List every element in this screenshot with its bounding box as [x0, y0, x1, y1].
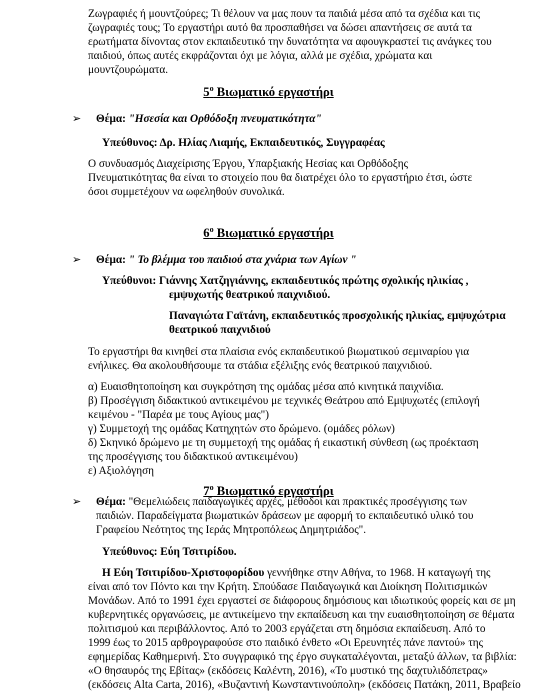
workshop-7-bio-1: Η Εύη Τσιτιρίδου-Χριστοφορίδου γεννήθηκε στην Αθήνα, το 1968. Η καταγωγή της — [102, 567, 491, 579]
workshop-7-heading: $7^o$ Βιωματικό εργαστήρι — [203, 483, 334, 499]
workshop-6-desc-2: ενήλικες. Θα ακολουθήσουμε τα στάδια εξέλιξης ενός θεατρικού παιχνιδιού. — [88, 360, 433, 372]
workshop-6-step-c: γ) Συμμετοχή της ομάδας Κατηχητών στο δρώμενο. (ομάδες ρόλων) — [88, 423, 395, 435]
workshop-5-desc-3: όσοι συμμετέχουν να ωφεληθούν συνολικά. — [88, 186, 285, 198]
workshop-7-bio-6: 1999 έως το 2015 αρθρογραφούσε στο παιδικό ένθετο «Οι Ερευνητές πάνε παντού» της — [88, 637, 484, 649]
workshop-6-step-d-cont: της προσέγγισης του διδακτικού αντικειμένου) — [88, 451, 298, 463]
workshop-7-theme-2: παιδιών. Παραδείγματα βιωματικών δράσεων με αφορμή το εκπαιδευτικό υλικό του — [96, 510, 474, 522]
workshop-5-responsible: Υπεύθυνος: Δρ. Ηλίας Λιαμής, Εκπαιδευτικός, Συγγραφέας — [102, 137, 385, 149]
workshop-6-step-b: β) Προσέγγιση διδακτικού αντικειμένου με τεχνικές Θεάτρου από Εμψυχωτές (επιλογή — [88, 395, 480, 407]
workshop-6-responsible-2: Παναγιώτα Γαϊτάνη, εκπαιδευτικός προσχολικής ηλικίας, εμψυχώτρια — [169, 310, 506, 322]
intro-line-3: ερωτήματα δίνοντας στον εκπαιδευτικό την δυνατότητα να αφουγκραστεί τις ανάγκες του — [88, 36, 492, 48]
workshop-5-heading: $5^o$ Βιωματικό εργαστήρι — [203, 84, 334, 100]
intro-line-2: ζωγραφιές τους; Το εργαστήρι αυτό θα προσπαθήσει να δώσει απαντήσεις σε αυτά τα — [88, 22, 472, 34]
workshop-5-desc-1: Ο συνδυασμός Διαχείρισης Έργου, Υπαρξιακής Ηεσίας και Ορθόδοξης — [88, 158, 409, 170]
workshop-6-desc-1: Το εργαστήρι θα κινηθεί στα πλαίσια ενός εκπαιδευτικού βιωματικού σεμιναρίου για — [88, 346, 470, 358]
workshop-7-bio-5: πολιτισμού και περιβάλλοντος. Από το 2003 εργάζεται στη δημόσια εκπαίδευση. Από το — [88, 623, 486, 635]
intro-line-4: παιδιού, όπως αυτές εκφράζονται όχι με λόγια, αλλά με σχέδια, χρώματα και — [88, 50, 433, 62]
workshop-7-responsible: Υπεύθυνος: Εύη Τσιτιρίδου. — [102, 546, 237, 558]
workshop-6-step-b-cont: κειμένου - "Παρέα με τους Αγίους μας") — [88, 409, 269, 421]
workshop-7-bio-7: εφημερίδας Καθημερινή. Στο συγγραφικό της έργο συγκαταλέγονται, μεταξύ άλλων, τα βιβλία: — [88, 651, 517, 663]
workshop-6-step-d: δ) Σκηνικό δρώμενο με τη συμμετοχή της ομάδας ή εικαστική σύνθεση (ως προέκταση — [88, 437, 479, 449]
workshop-5-desc-2: Πνευματικότητας θα είναι το στοιχείο που θα διατρέχει όλο το εργαστήριο έτσι, ώστε — [88, 172, 473, 184]
workshop-7-bio-9: (εκδόσεις Alta Carta, 2016), «Βυζαντινή Κωνσταντινούπολη» (εκδόσεις Πατάκη, 2011, Βραβείο — [88, 679, 521, 691]
intro-line-1: Ζωγραφιές ή μουντζούρες; Τι θέλουν να μας πουν τα παιδιά μέσα από τα σχέδια και τις — [88, 8, 481, 20]
workshop-7-theme-1: Θέμα: "Θεμελιώδεις παιδαγωγικές αρχές, μέθοδοι και πρακτικές προσέγγισης των — [96, 496, 467, 508]
workshop-7-bio-3: Μονάδων. Από το 1991 έχει εργαστεί σε διάφορους δημόσιους και ιδιωτικούς φορείς και σε μη — [88, 595, 516, 607]
workshop-7-theme-3: Γραφείου Νεότητος της Ιεράς Μητροπόλεως Δημητριάδος". — [96, 524, 367, 536]
workshop-7-bio-4: κυβερνητικές οργανώσεις, με αντικείμενο την εκπαίδευση και την ευαισθητοποίηση σε θέματα — [88, 609, 515, 621]
arrow-bullet-icon: ➢ — [72, 496, 82, 508]
workshop-7-bio-2: είναι από τον Πόντο και την Κρήτη. Σπούδασε Παιδαγωγικά και Διοίκηση Πολιτισμικών — [88, 581, 488, 593]
workshop-6-responsible-2b: θεατρικού παιχνιδιού — [169, 324, 271, 336]
workshop-7-bio-8: «Ο θησαυρός της Εβίτας» (εκδόσεις Καλέντη, 2016), «Το μυστικό της δαχτυλιδόπετρας» — [88, 665, 488, 677]
intro-line-5: μουντζουρώματα. — [88, 64, 168, 76]
workshop-6-step-e: ε) Αξιολόγηση — [88, 465, 154, 477]
workshop-6-heading: $6^o$ Βιωματικό εργαστήρι — [203, 225, 334, 241]
workshop-5-theme: Θέμα: "Ησεσία και Ορθόδοξη πνευματικότητα" — [96, 113, 322, 125]
workshop-6-responsible-1: Υπεύθυνοι: Γιάννης Χατζηγιάννης, εκπαιδευτικός πρώτης σχολικής ηλικίας , — [102, 275, 469, 287]
workshop-6-theme: Θέμα: " Το βλέμμα του παιδιού στα χνάρια των Αγίων " — [96, 254, 357, 266]
workshop-6-responsible-1b: εμψυχωτής θεατρικού παιχνιδιού. — [169, 289, 331, 301]
arrow-bullet-icon: ➢ — [72, 254, 82, 266]
arrow-bullet-icon: ➢ — [72, 113, 82, 125]
workshop-6-step-a: α) Ευαισθητοποίηση και συγκρότηση της ομάδας μέσα από κινητικά παιχνίδια. — [88, 381, 444, 393]
